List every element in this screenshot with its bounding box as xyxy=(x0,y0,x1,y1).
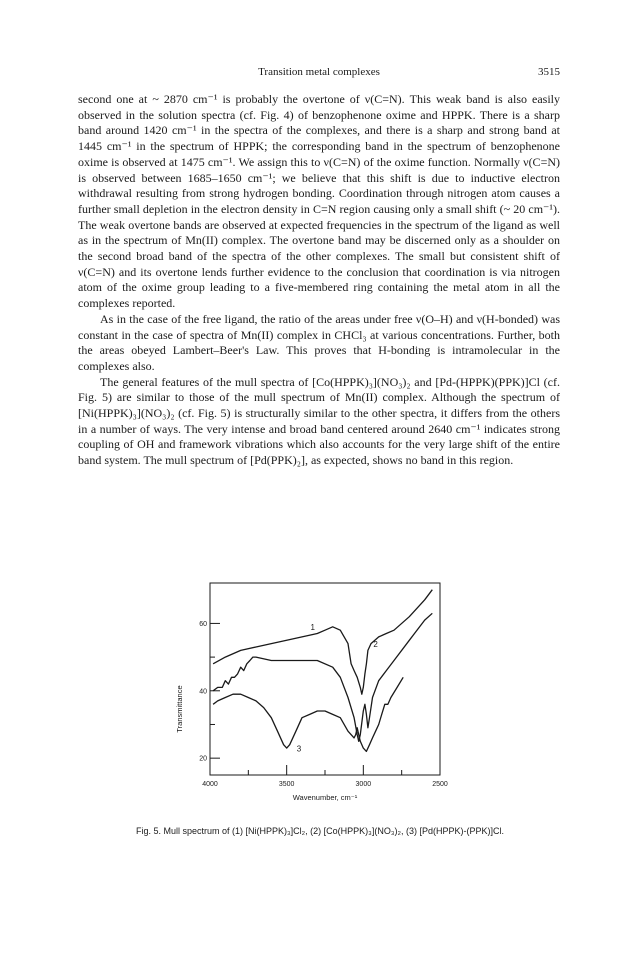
series-line-3 xyxy=(213,677,403,754)
plot-frame xyxy=(210,583,440,775)
running-title: Transition metal complexes xyxy=(258,66,380,78)
series-line-2 xyxy=(213,613,432,741)
paragraph-1: second one at ~ 2870 cm⁻¹ is probably the overtone of ν(C=N). This weak band is also easily observed in the solution spectra (cf. Fig. 4) of benzophenone oxime and HPPK. There is a sharp band around 1420 cm⁻¹ in the spectra of the complexes, and there is a sharp and strong band at 1445 cm⁻¹ in the spectrum of HPPK; the corresponding band in the spectrum of benzophenone oxime is observed at 1475 cm⁻¹. We assign this to ν(C=N) of the oxime function. Normally ν(C=N) is observed between 1685–1650 cm⁻¹; we believe that this shift is due to inductive electron withdrawal resulting from strong hydrogen bonding. Coordination through nitrogen atom causes a further small depletion in the electron density in C=N region causing only a small shift (~ 20 cm⁻¹). The weak overtone bands are observed at expected frequencies in the spectrum of the ligand as well as in the spectrum of Mn(II) complex. The overtone band may be discerned only as a shoulder on the second broad band of the spectra of the other complexes. The small but consistent shift of ν(C=N) and its overtone lends further evidence to the conclusion that coordination is via nitrogen atom of the oxime group leading to a five-membered ring containing the metal atom in all the complexes reported. xyxy=(78,92,560,311)
series-line-1 xyxy=(213,590,432,695)
x-tick-label: 3500 xyxy=(278,781,295,788)
body-text xyxy=(78,92,560,469)
x-tick-label: 4000 xyxy=(202,781,218,788)
paragraph-3: The general features of the mull spectra of [Co(HPPK)₃](NO₃)₂ and [Pd-(HPPK)(PPK)]Cl (cf. Fig. 5) are similar to those of the mull spectrum of Mn(II) complex. Although the spectrum of [Ni(HPPK)₃](NO₃)₂ (cf. Fig. 5) is structurally similar to the other spectra, it differs from the others in a number of ways. The very intense and broad band centered around 2640 cm⁻¹ indicates strong coupling of OH and framework vibrations which also accounts for the very large shift of the entire band system. The mull spectrum of [Pd(PPK)₂], as expected, shows no band in this region. xyxy=(78,374,560,468)
y-axis-label: Transmittance xyxy=(175,685,184,733)
mull-spectrum-chart xyxy=(150,575,480,802)
curve-label: 2 xyxy=(373,640,378,649)
y-tick-label: 20 xyxy=(199,755,207,763)
x-axis-label: Wavenumber, cm⁻¹ xyxy=(292,793,358,802)
x-tick-label: 3000 xyxy=(355,781,372,788)
running-header xyxy=(78,66,560,80)
figure-caption: Fig. 5. Mull spectrum of (1) [Ni(HPPK)₃]Cl₂, (2) [Co(HPPK)₃](NO₃)₂, (3) [Pd(HPPK)-(PPK)]Cl. xyxy=(135,826,505,836)
page-number: 3515 xyxy=(538,66,560,78)
x-tick-label: 2500 xyxy=(432,781,448,788)
paragraph-2: As in the case of the free ligand, the ratio of the areas under free ν(O–H) and ν(H-bonded) was constant in the case of spectra of Mn(II) complex in CHCl₃ at various concentrations. Further, both the areas obeyed Lambert–Beer's Law. This proves that H-bonding is intramolecular in the complexes also. xyxy=(78,311,560,373)
y-tick-label: 60 xyxy=(199,620,207,628)
curve-label: 3 xyxy=(296,744,302,754)
curve-label: 1 xyxy=(310,623,315,633)
y-tick-label: 40 xyxy=(199,688,207,696)
figure-5 xyxy=(150,575,480,802)
